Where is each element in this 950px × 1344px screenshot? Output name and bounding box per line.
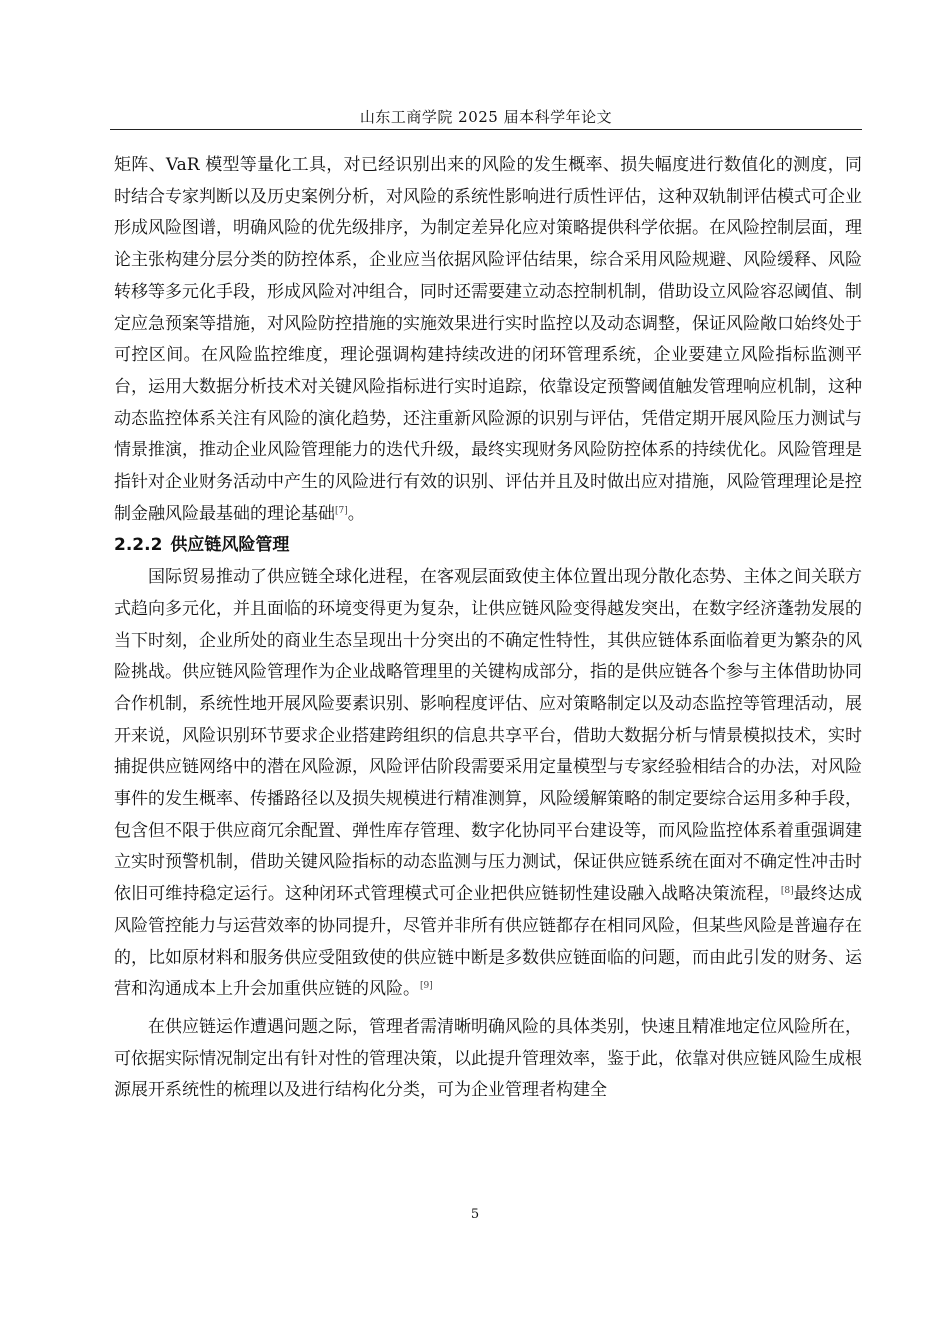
section-heading xyxy=(114,530,862,562)
paragraph-tail: 。 xyxy=(347,503,365,524)
page-header xyxy=(110,107,862,127)
paragraph-text: 矩阵、VaR 模型等量化工具，对已经识别出来的风险的发生概率、损失幅度进行数值化的测度，同时结合专家判断以及历史案例分析，对风险的系统性影响进行质性评估，这种双轨制评估模式可企业形成风险图谱，明确风险的优先级排序，为制定差异化应对策略提供科学依据。在风险控制层面，理论主张构建分层分类的防控体系，企业应当依据风险评估结果，综合采用风险规避、风险缓释、风险转移等多元化手段，形成风险对冲组合，同时还需要建立动态控制机制，借助设立风险容忍阈值、制定应急预案等措施，对风险防控措施的实施效果进行实时监控以及动态调整，保证风险敞口始终处于可控区间。在风险监控维度，理论强调构建持续改进的闭环管理系统，企业要建立风险指标监测平台，运用大数据分析技术对关键风险指标进行实时追踪，依靠设定预警阈值触发管理响应机制，这种动态监控体系关注有风险的演化趋势，还注重新风险源的识别与评估，凭借定期开展风险压力测试与情景推演，推动企业风险管理能力的迭代升级，最终实现财务风险防控体系的持续优化。风险管理是指针对企业财务活动中产生的风险进行有效的识别、评估并且及时做出应对措施，风险管理理论是控制金融风险最基础的理论基础 xyxy=(114,155,862,524)
paragraph-risk-management-theory xyxy=(114,150,862,530)
section-number: 2.2.2 xyxy=(114,535,163,556)
page-number xyxy=(0,1207,950,1223)
header-rule xyxy=(110,129,862,130)
citation-8[interactable]: [8] xyxy=(780,886,794,897)
paragraph-text: 在供应链运作遭遇问题之际，管理者需清晰明确风险的具体类别，快速且精准地定位风险所在，可依据实际情况制定出有针对性的管理决策，以此提升管理效率，鉴于此，依靠对供应链风险生成根源展开系统性的梳理以及进行结构化分类，可为企业管理者构建全 xyxy=(114,1016,862,1101)
main-content xyxy=(114,150,862,1107)
paragraph-risk-classification xyxy=(114,1012,862,1107)
citation-9[interactable]: [9] xyxy=(420,981,433,992)
header-title: 山东工商学院 2025 届本科学年论文 xyxy=(359,108,613,126)
section-title: 供应链风险管理 xyxy=(170,535,290,556)
paragraph-text-a: 国际贸易推动了供应链全球化进程，在客观层面致使主体位置出现分散化态势、主体之间关联方式趋向多元化，并且面临的环境变得更为复杂，让供应链风险变得越发突出，在数字经济蓬勃发展的当下时刻，企业所处的商业生态呈现出十分突出的不确定性特性，其供应链体系面临着更为繁杂的风险挑战。供应链风险管理作为企业战略管理里的关键构成部分，指的是供应链各个参与主体借助协同合作机制，系统性地开展风险要素识别、影响程度评估、应对策略制定以及动态监控等管理活动，展开来说，风险识别环节要求企业搭建跨组织的信息共享平台，借助大数据分析与情景模拟技术，实时捕捉供应链网络中的潜在风险源，风险评估阶段需要采用定量模型与专家经验相结合的办法，对风险事件的发生概率、传播路径以及损失规模进行精准测算，风险缓解策略的制定要综合运用多种手段，包含但不限于供应商冗余配置、弹性库存管理、数字化协同平台建设等，而风险监控体系着重强调建立实时预警机制，借助关键风险指标的动态监测与压力测试，保证供应链系统在面对不确定性冲击时依旧可维持稳定运行。这种闭环式管理模式可企业把供应链韧性建设融入战略决策流程， xyxy=(114,567,862,905)
paragraph-text-b: 最终达成风险管控能力与运营效率的协同提升，尽管并非所有供应链都存在相同风险，但某些风险是普遍存在的，比如原材料和服务供应受阻致使的供应链中断是多数供应链面临的问题，而由此引发的财务、运营和沟通成本上升会加重供应链的风险。 xyxy=(114,884,863,1000)
citation-7[interactable]: [7] xyxy=(335,505,348,516)
paragraph-supply-chain-risk xyxy=(114,562,862,1006)
page-number-text: 5 xyxy=(470,1207,480,1222)
